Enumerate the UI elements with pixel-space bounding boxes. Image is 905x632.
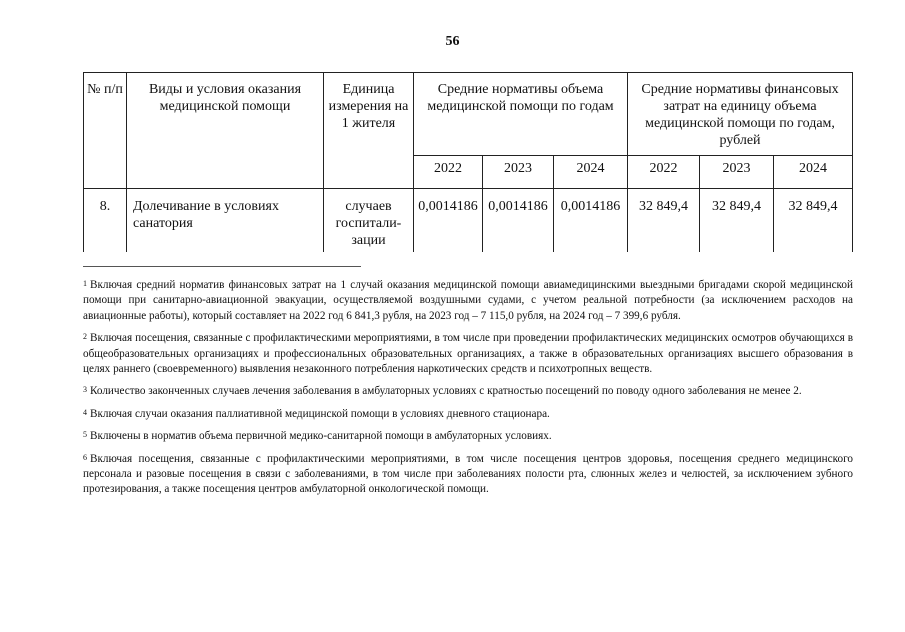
footnote bbox=[83, 407, 853, 422]
cell-value: 0,0014186 bbox=[483, 189, 554, 253]
page-number: 56 bbox=[445, 34, 460, 49]
footnote bbox=[83, 452, 853, 498]
header-year: 2022 bbox=[628, 156, 700, 189]
header-cost-group: Средние нормативы финансовых затрат на единицу объема медицинской помощи по годам, рублей bbox=[628, 73, 853, 156]
footnote bbox=[83, 278, 853, 324]
cell-value: 0,0014186 bbox=[554, 189, 628, 253]
footnote-text: Включая случаи оказания паллиативной медицинской помощи в условиях дневного стационара. bbox=[90, 407, 550, 420]
footnote-text: Включая посещения, связанные с профилактическими мероприятиями, в том числе при проведении профилактических медицинских осмотров обучающихся в общеобразовательных организациях и профессиональных образовательных организациях, а также в образовательных организациях высшего образования в целях раннего (своевременного) выявления незаконного потребления наркотических средств и психотропных веществ. bbox=[83, 332, 853, 376]
header-unit: Единица измерения на 1 жителя bbox=[324, 73, 414, 189]
footnote-mark: 3 bbox=[83, 385, 87, 395]
header-year: 2024 bbox=[774, 156, 853, 189]
footnote-mark: 2 bbox=[83, 332, 87, 342]
footnote-mark: 1 bbox=[83, 279, 87, 288]
footnote-text: Включая средний норматив финансовых затрат на 1 случай оказания медицинской помощи авиамедицинскими выездными бригадами скорой медицинской помощи при санитарно-авиационной эвакуации, осуществляемой воздушными судами, с учетом реальной потребности (за исключением расходов на авиационные работы), который составляет на 2022 год 6 841,3 рубля, на 2023 год – 7 115,0 рубля, на 2024 год – 7 399,6 рубля. bbox=[83, 279, 853, 322]
cell-value: 32 849,4 bbox=[628, 189, 700, 253]
cell-unit: случаев госпитали-зации bbox=[324, 189, 414, 253]
cell-num: 8. bbox=[84, 189, 127, 253]
header-year: 2024 bbox=[554, 156, 628, 189]
footnotes bbox=[83, 278, 853, 505]
cell-value: 32 849,4 bbox=[700, 189, 774, 253]
footnote bbox=[83, 384, 853, 399]
header-num: № п/п bbox=[84, 73, 127, 189]
header-type: Виды и условия оказания медицинской помощи bbox=[127, 73, 324, 189]
footnote-divider bbox=[83, 266, 361, 267]
norms-table bbox=[83, 72, 853, 252]
footnote bbox=[83, 429, 853, 444]
header-volume-group: Средние нормативы объема медицинской помощи по годам bbox=[414, 73, 628, 156]
footnote-text: Количество законченных случаев лечения заболевания в амбулаторных условиях с кратностью посещений по поводу одного заболевания не менее 2. bbox=[90, 385, 802, 398]
footnote-text: Включены в норматив объема первичной медико-санитарной помощи в амбулаторных условиях. bbox=[90, 430, 552, 443]
footnote-mark: 5 bbox=[83, 430, 87, 440]
table-row bbox=[84, 189, 853, 253]
footnote-text: Включая посещения, связанные с профилактическими мероприятиями, в том числе посещения центров здоровья, посещения среднего медицинского персонала и разовые посещения в связи с заболеваниями, в том числе при заболеваниях полости рта, слюнных желез и челюстей, за исключением зубного протезирования, а также посещения центров амбулаторной онкологической помощи. bbox=[83, 452, 853, 496]
cell-value: 32 849,4 bbox=[774, 189, 853, 253]
footnote-mark: 4 bbox=[83, 407, 87, 417]
cell-value: 0,0014186 bbox=[414, 189, 483, 253]
footnote-mark: 6 bbox=[83, 452, 87, 462]
cell-type: Долечивание в условиях санатория bbox=[127, 189, 324, 253]
header-year: 2023 bbox=[700, 156, 774, 189]
header-year: 2022 bbox=[414, 156, 483, 189]
footnote bbox=[83, 331, 853, 377]
header-year: 2023 bbox=[483, 156, 554, 189]
